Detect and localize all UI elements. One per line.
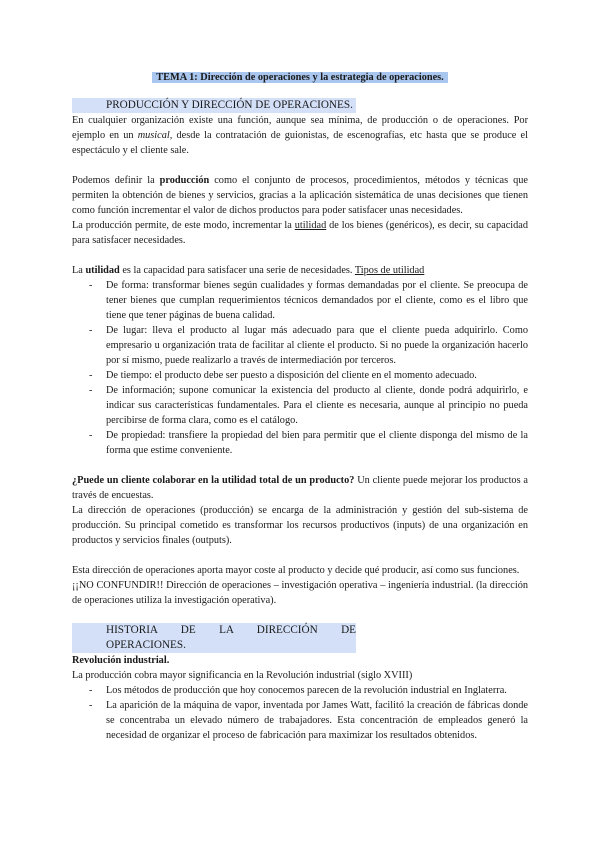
document-title xyxy=(72,70,528,85)
list-item: - De tiempo: el producto debe ser puesto a disposición del cliente en el momento adecuado. xyxy=(72,368,528,383)
subheading-revolucion: Revolución industrial. xyxy=(72,655,170,666)
paragraph-utilidad-intro: La producción permite, de este modo, incrementar la utilidad de los bienes (genéricos), es decir, su capacidad para satisfacer necesidades. xyxy=(72,220,528,246)
paragraph-direccion-operaciones: La dirección de operaciones (producción) se encarga de la administración y gestión del sub-sistema de producción. Su principal cometido es transformar los recursos productivos (inputs) de una organización en productos y servicios finales (outputs). xyxy=(72,505,528,546)
paragraph-coste: Esta dirección de operaciones aporta mayor coste al producto y decide qué producir, así como sus funciones. xyxy=(72,565,520,576)
paragraph-no-confundir: ¡¡NO CONFUNDIR!! Dirección de operaciones – investigación operativa – ingeniería industrial. (la dirección de operaciones utiliza la investigación operativa). xyxy=(72,580,528,606)
paragraph-intro: En cualquier organización existe una función, aunque sea mínima, de producción o de operaciones. Por ejemplo en un musical, desde la contratación de guionistas, de escenografías, etc hasta que se produce el espectáculo y el cliente sale. xyxy=(72,115,528,156)
section-heading-historia: HISTORIA DE LA DIRECCIÓN DE OPERACIONES. xyxy=(72,623,528,653)
paragraph-revolucion: La producción cobra mayor significancia en la Revolución industrial (siglo XVIII) xyxy=(72,670,413,681)
list-item: - De información; supone comunicar la existencia del producto al cliente, donde podrá adquirirlo, e indicar sus características fundamentales. Para el cliente es necesaria, aunque al principio no pueda percibirse de forma clara, como es el catálogo. xyxy=(72,383,528,428)
list-item: - Los métodos de producción que hoy conocemos parecen de la revolución industrial en Inglaterra. xyxy=(72,683,528,698)
list-item: - De forma: transformar bienes según cualidades y formas demandadas por el cliente. Se preocupa de tener bienes que cumplan requerimientos técnicos demandados por el cliente, como es el libro que tiene que tener páginas de buena calidad. xyxy=(72,278,528,323)
paragraph-definicion-produccion: Podemos definir la producción como el conjunto de procesos, procedimientos, métodos y técnicas que permiten la obtención de bienes y servicios, gracias a la aplicación sistemática de unas decisiones que tienen como función incrementar el valor de dichos productos para poder satisfacer unas necesidades. xyxy=(72,175,529,216)
list-item: - De propiedad: transfiere la propiedad del bien para permitir que el cliente disponga del mismo de la forma que estime conveniente. xyxy=(72,428,528,458)
paragraph-pregunta: ¿Puede un cliente colaborar en la utilidad total de un producto? Un cliente puede mejorar los productos a través de encuestas. xyxy=(72,475,528,501)
paragraph-utilidad-definicion: La utilidad es la capacidad para satisfacer una serie de necesidades. Tipos de utilidad xyxy=(72,265,425,276)
list-item: - De lugar: lleva el producto al lugar más adecuado para que el cliente pueda adquirirlo. Como empresario u organización trata de facilitar al cliente el producto. Si no puede la organización hacerlo por sí mismo, puede realizarlo a través de intermediación por terceros. xyxy=(72,323,528,368)
list-item: - La aparición de la máquina de vapor, inventada por James Watt, facilitó la creación de fábricas donde se concentraba un elevado número de trabajadores. Esta concentración de empleados generó la necesidad de organizar el proceso de fabricación para maximizar los resultados obtenidos. xyxy=(72,698,528,743)
list-historia xyxy=(72,683,528,743)
title-highlight: TEMA 1: Dirección de operaciones y la estrategia de operaciones. xyxy=(152,72,448,83)
document-page xyxy=(72,70,528,743)
list-tipos-utilidad xyxy=(72,278,528,458)
section-heading-produccion: PRODUCCIÓN Y DIRECCIÓN DE OPERACIONES. xyxy=(72,98,528,113)
